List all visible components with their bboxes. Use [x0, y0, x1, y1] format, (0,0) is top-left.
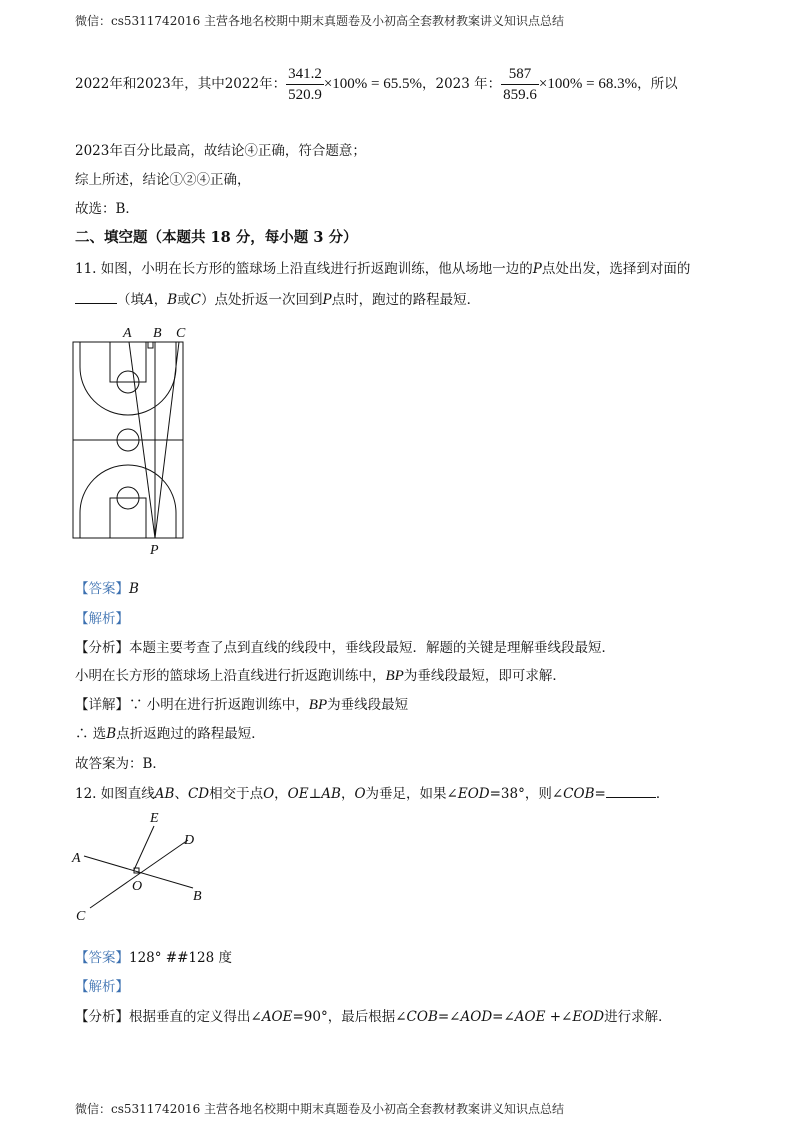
q11-xiangjie-text-2: 为垂线段最短	[327, 697, 409, 713]
q12-perpendicular: OE⊥AB	[287, 786, 341, 802]
q12-comma: ，	[274, 786, 288, 802]
calc-mid: ，2023 年：	[422, 76, 502, 92]
q12-period: ．	[655, 786, 670, 802]
calc-suffix: ，所以	[637, 76, 678, 92]
q12-angle-aoe-2: AOE	[514, 1009, 546, 1025]
q12-answer	[75, 946, 232, 966]
q12-stem-text-3: 为垂足，如果∠	[365, 786, 458, 802]
right-angle-mark	[148, 342, 153, 348]
q12-fenxi-text-3: 进行求解．	[604, 1009, 672, 1025]
q11-stem-text-3: ）点处折返一次回到	[201, 292, 323, 308]
q12-eq-1: =∠	[437, 1009, 461, 1025]
basketball-court-figure	[68, 322, 193, 558]
q11-option-a: A	[144, 292, 154, 308]
fraction-2022	[286, 64, 324, 105]
q11-comma: ，	[153, 292, 168, 308]
text-line-3: 故选：B．	[75, 201, 139, 217]
q11-stem-text-4: 点时，跑过的路程最短．	[331, 292, 481, 308]
q11-option-b: B	[167, 292, 178, 308]
q11-analysis-tag: 【解析】	[75, 611, 129, 627]
q11-point-p: P	[532, 261, 542, 277]
q11-answer-value: B	[129, 581, 139, 597]
bottom-key	[110, 498, 146, 538]
q11-xiangjie-text: ∵ 小明在进行折返跑训练中，	[129, 697, 309, 713]
q11-stem-text: 11. 如图，小明在长方形的篮球场上沿直线进行折返跑训练，他从场地一边的	[75, 261, 533, 277]
q11-line2-text: 小明在长方形的篮球场上沿直线进行折返跑训练中，	[75, 668, 386, 684]
label-c: C	[76, 909, 86, 924]
q12-line-ab: AB	[154, 786, 175, 802]
q11-fill-hint: （填	[117, 292, 144, 308]
q11-option-c: C	[190, 292, 202, 308]
answer-tag: 【答案】	[75, 950, 129, 966]
label-b: B	[193, 889, 202, 904]
calc-line	[75, 64, 678, 105]
line-cd	[90, 840, 188, 908]
q11-line4-text: ∴ 选	[75, 726, 107, 742]
q12-angle-eod-2: EOD	[572, 1009, 605, 1025]
q12-angle-eod: EOD	[457, 786, 490, 802]
fraction-2022-numerator: 341.2	[286, 64, 324, 85]
q12-angle-cob: COB	[563, 786, 595, 802]
q12-answer-blank	[606, 785, 656, 798]
q11-or: 或	[177, 292, 191, 308]
calc-2022-result: ×100% = 65.5%	[323, 76, 422, 92]
label-e: E	[150, 811, 159, 826]
top-three-point-arc	[80, 342, 176, 415]
label-d: D	[184, 833, 195, 848]
q11-answer-blank	[75, 291, 117, 304]
q12-point-o: O	[263, 786, 275, 802]
bottom-three-point-arc	[80, 465, 176, 538]
section-heading: 二、填空题（本题共 18 分，每小题 3 分）	[75, 229, 358, 246]
q12-fenxi	[75, 1005, 672, 1025]
q12-equals: =	[594, 786, 606, 802]
fraction-2022-denominator: 520.9	[288, 87, 322, 103]
q12-analysis-tag: 【解析】	[75, 979, 129, 995]
q11-line4	[75, 722, 265, 742]
q12-stem	[75, 782, 669, 802]
q11-fenxi	[75, 636, 615, 656]
fenxi-tag: 【分析】	[75, 1009, 129, 1025]
q12-stem-text-2: 相交于点	[209, 786, 264, 802]
answer-tag: 【答案】	[75, 581, 129, 597]
q12-angle-cob-2: COB	[406, 1009, 438, 1025]
label-p: P	[150, 543, 159, 558]
q12-point-o-2: O	[354, 786, 366, 802]
q12-angle-aoe: AOE	[261, 1009, 293, 1025]
q11-line2	[75, 664, 566, 685]
q11-stem-text-2: 点处出发，选择到对面的	[541, 261, 691, 277]
q11-line4-text-2: 点折返跑过的路程最短．	[116, 726, 265, 742]
calc-2023-result: ×100% = 68.3%	[538, 76, 638, 92]
top-key	[110, 342, 146, 382]
q12-fenxi-text-2: =90°，最后根据∠	[292, 1009, 407, 1025]
xiangjie-tag: 【详解】	[75, 697, 129, 713]
q12-sep: 、	[174, 786, 188, 802]
q11-line2-text-2: 为垂线段最短，即可求解．	[403, 668, 566, 684]
q12-fenxi-text: 根据垂直的定义得出∠	[129, 1009, 262, 1025]
label-o: O	[132, 879, 143, 894]
label-c: C	[176, 326, 186, 341]
q12-plus: +∠	[545, 1009, 573, 1025]
page-header: 微信：cs5311742016 主营各地名校期中期末真题卷及小初高全套教材教案讲义知识点总结	[75, 14, 565, 28]
fraction-2023-numerator: 587	[501, 64, 539, 85]
q12-answer-value: 128° ##128 度	[129, 950, 232, 966]
q11-stem-line1	[75, 257, 690, 277]
text-line-2: 综上所述，结论①②④正确，	[75, 172, 251, 188]
q12-stem-text-4: =38°，则∠	[489, 786, 564, 802]
q11-segment-bp: BP	[385, 668, 404, 684]
ray-oe	[134, 826, 154, 870]
calc-prefix: 2022年和2023年，其中2022年：	[75, 76, 287, 92]
q11-xiangjie	[75, 693, 408, 714]
q12-angle-aod: AOD	[460, 1009, 493, 1025]
fraction-2023	[501, 64, 539, 105]
intersecting-lines-figure	[68, 808, 218, 926]
q11-line5: 故答案为：B．	[75, 756, 166, 772]
q12-comma-2: ，	[340, 786, 355, 802]
q12-eq-2: =∠	[492, 1009, 515, 1025]
fenxi-tag: 【分析】	[75, 640, 129, 656]
label-b: B	[153, 326, 162, 341]
q11-stem-line2	[75, 288, 480, 308]
text-line-1: 2023年百分比最高，故结论④正确，符合题意；	[75, 143, 366, 159]
page-footer: 微信：cs5311742016 主营各地名校期中期末真题卷及小初高全套教材教案讲义知识点总结	[75, 1102, 565, 1116]
label-a: A	[72, 851, 81, 866]
label-a: A	[123, 326, 132, 341]
q11-point-p-2: P	[322, 292, 332, 308]
q11-answer	[75, 577, 139, 597]
q12-stem-text: 12. 如图直线	[75, 786, 155, 802]
fraction-2023-denominator: 859.6	[503, 87, 537, 103]
q11-point-b: B	[106, 726, 117, 742]
q11-segment-bp-2: BP	[308, 697, 328, 713]
q11-fenxi-text: 本题主要考查了点到直线的线段中，垂线段最短．解题的关键是理解垂线段最短．	[129, 640, 615, 656]
q12-line-cd: CD	[187, 786, 210, 802]
